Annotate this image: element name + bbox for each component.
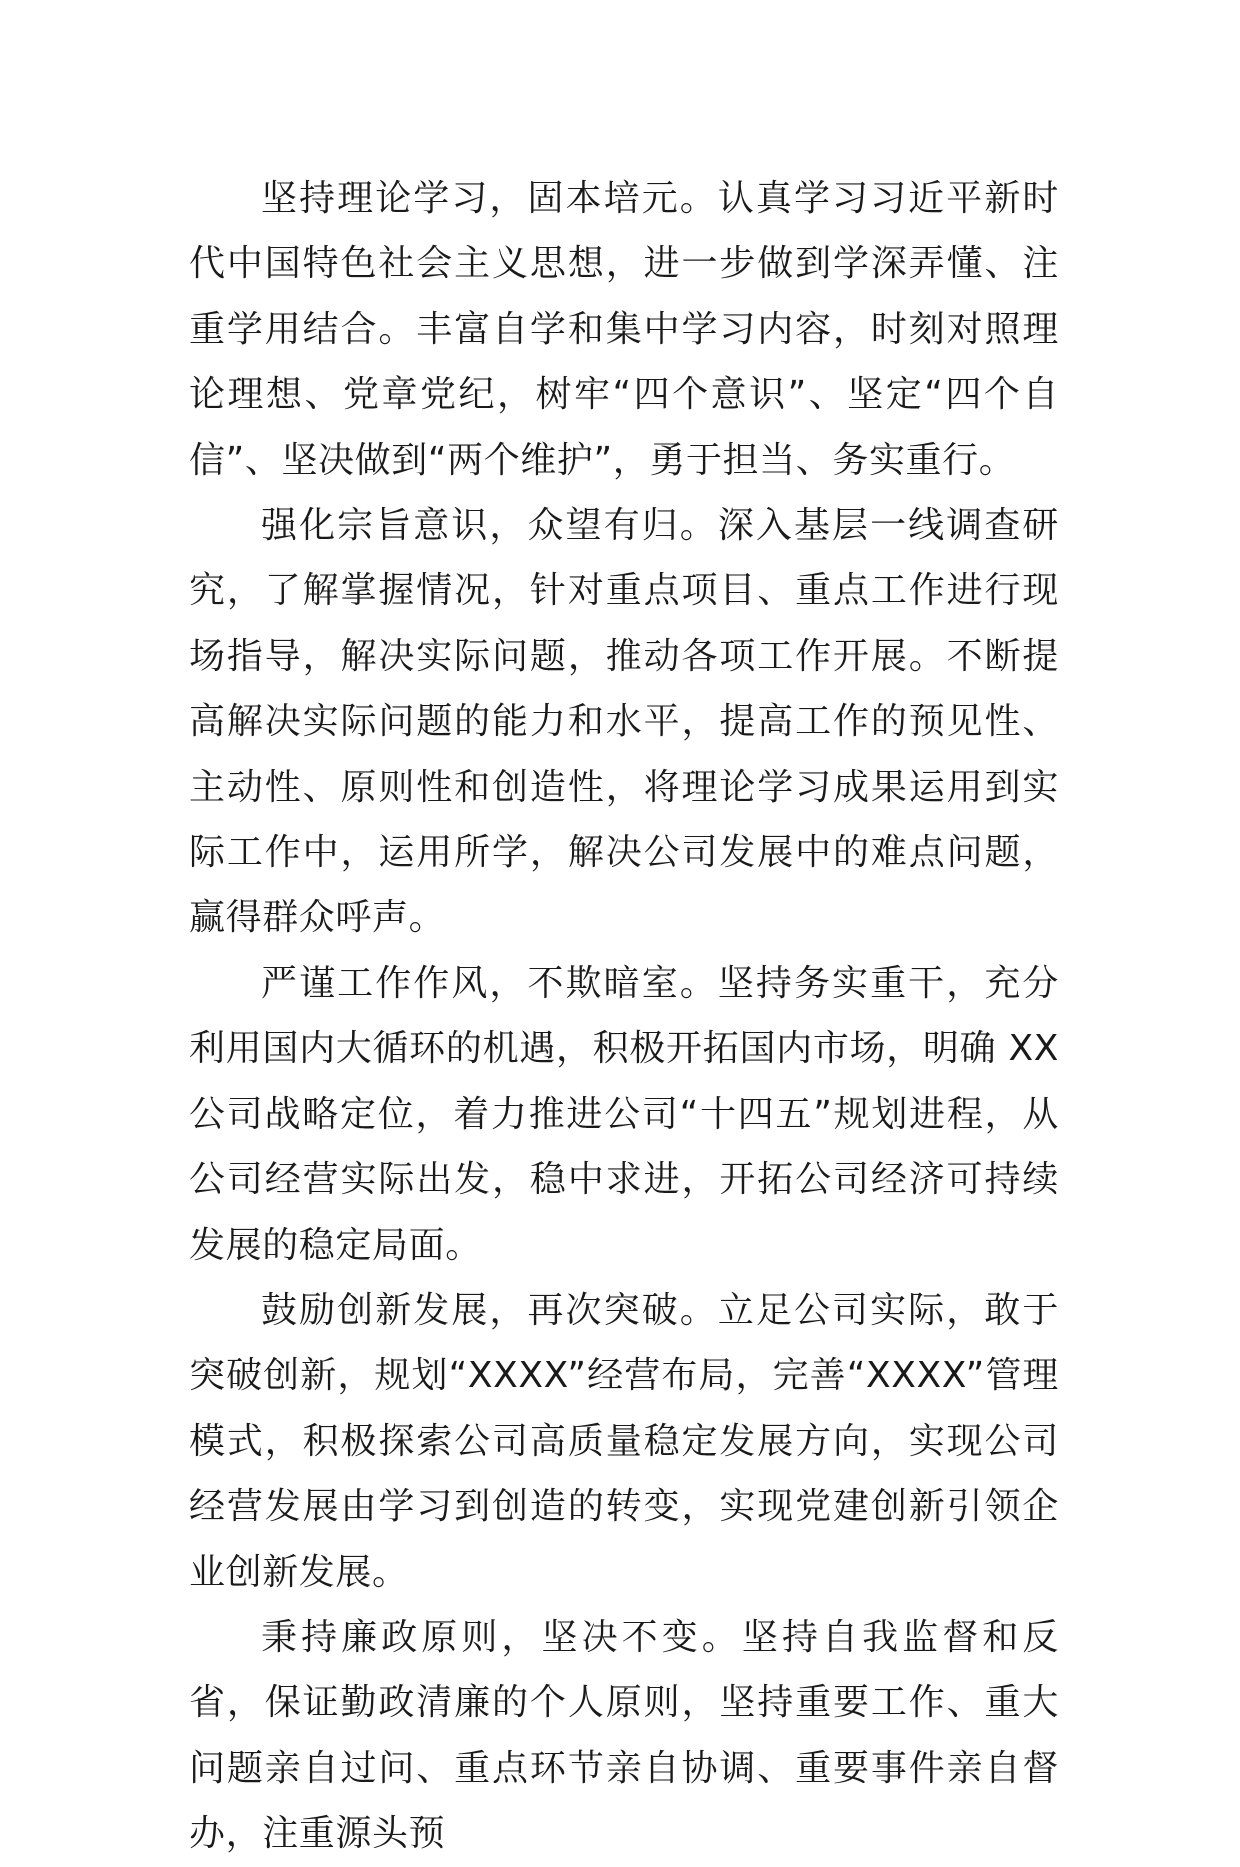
paragraph-work-style: 严谨工作作风，不欺暗室。坚持务实重干，充分利用国内大循环的机遇，积极开拓国内市场，明确 XX 公司战略定位，着力推进公司“十四五”规划进程，从公司经营实际出发，稳中求进，开拓公司经济可持续发展的稳定局面。 [189,962,1059,1266]
paragraph-innovation: 鼓励创新发展，再次突破。立足公司实际，敢于突破创新，规划“XXXX”经营布局，完善“XXXX”管理模式，积极探索公司高质量稳定发展方向，实现公司经营发展由学习到创造的转变，实现党建创新引领企业创新发展。 [189,1289,1059,1593]
paragraph-theory-study: 坚持理论学习，固本培元。认真学习习近平新时代中国特色社会主义思想，进一步做到学深弄懂、注重学用结合。丰富自学和集中学习内容，时刻对照理论理想、党章党纪，树牢“四个意识”、坚定“四个自信”、坚决做到“两个维护”，勇于担当、务实重行。 [189,178,1059,481]
document-body [189,166,1059,1867]
paragraph-purpose-awareness: 强化宗旨意识，众望有归。深入基层一线调查研究，了解掌握情况，针对重点项目、重点工作进行现场指导，解决实际问题，推动各项工作开展。不断提高解决实际问题的能力和水平，提高工作的预见性、主动性、原则性和创造性，将理论学习成果运用到实际工作中，运用所学，解决公司发展中的难点问题，赢得群众呼声。 [189,505,1059,939]
paragraph-integrity: 秉持廉政原则，坚决不变。坚持自我监督和反省，保证勤政清廉的个人原则，坚持重要工作、重大问题亲自过问、重点环节亲自协调、重要事件亲自督办，注重源头预 [189,1616,1059,1855]
